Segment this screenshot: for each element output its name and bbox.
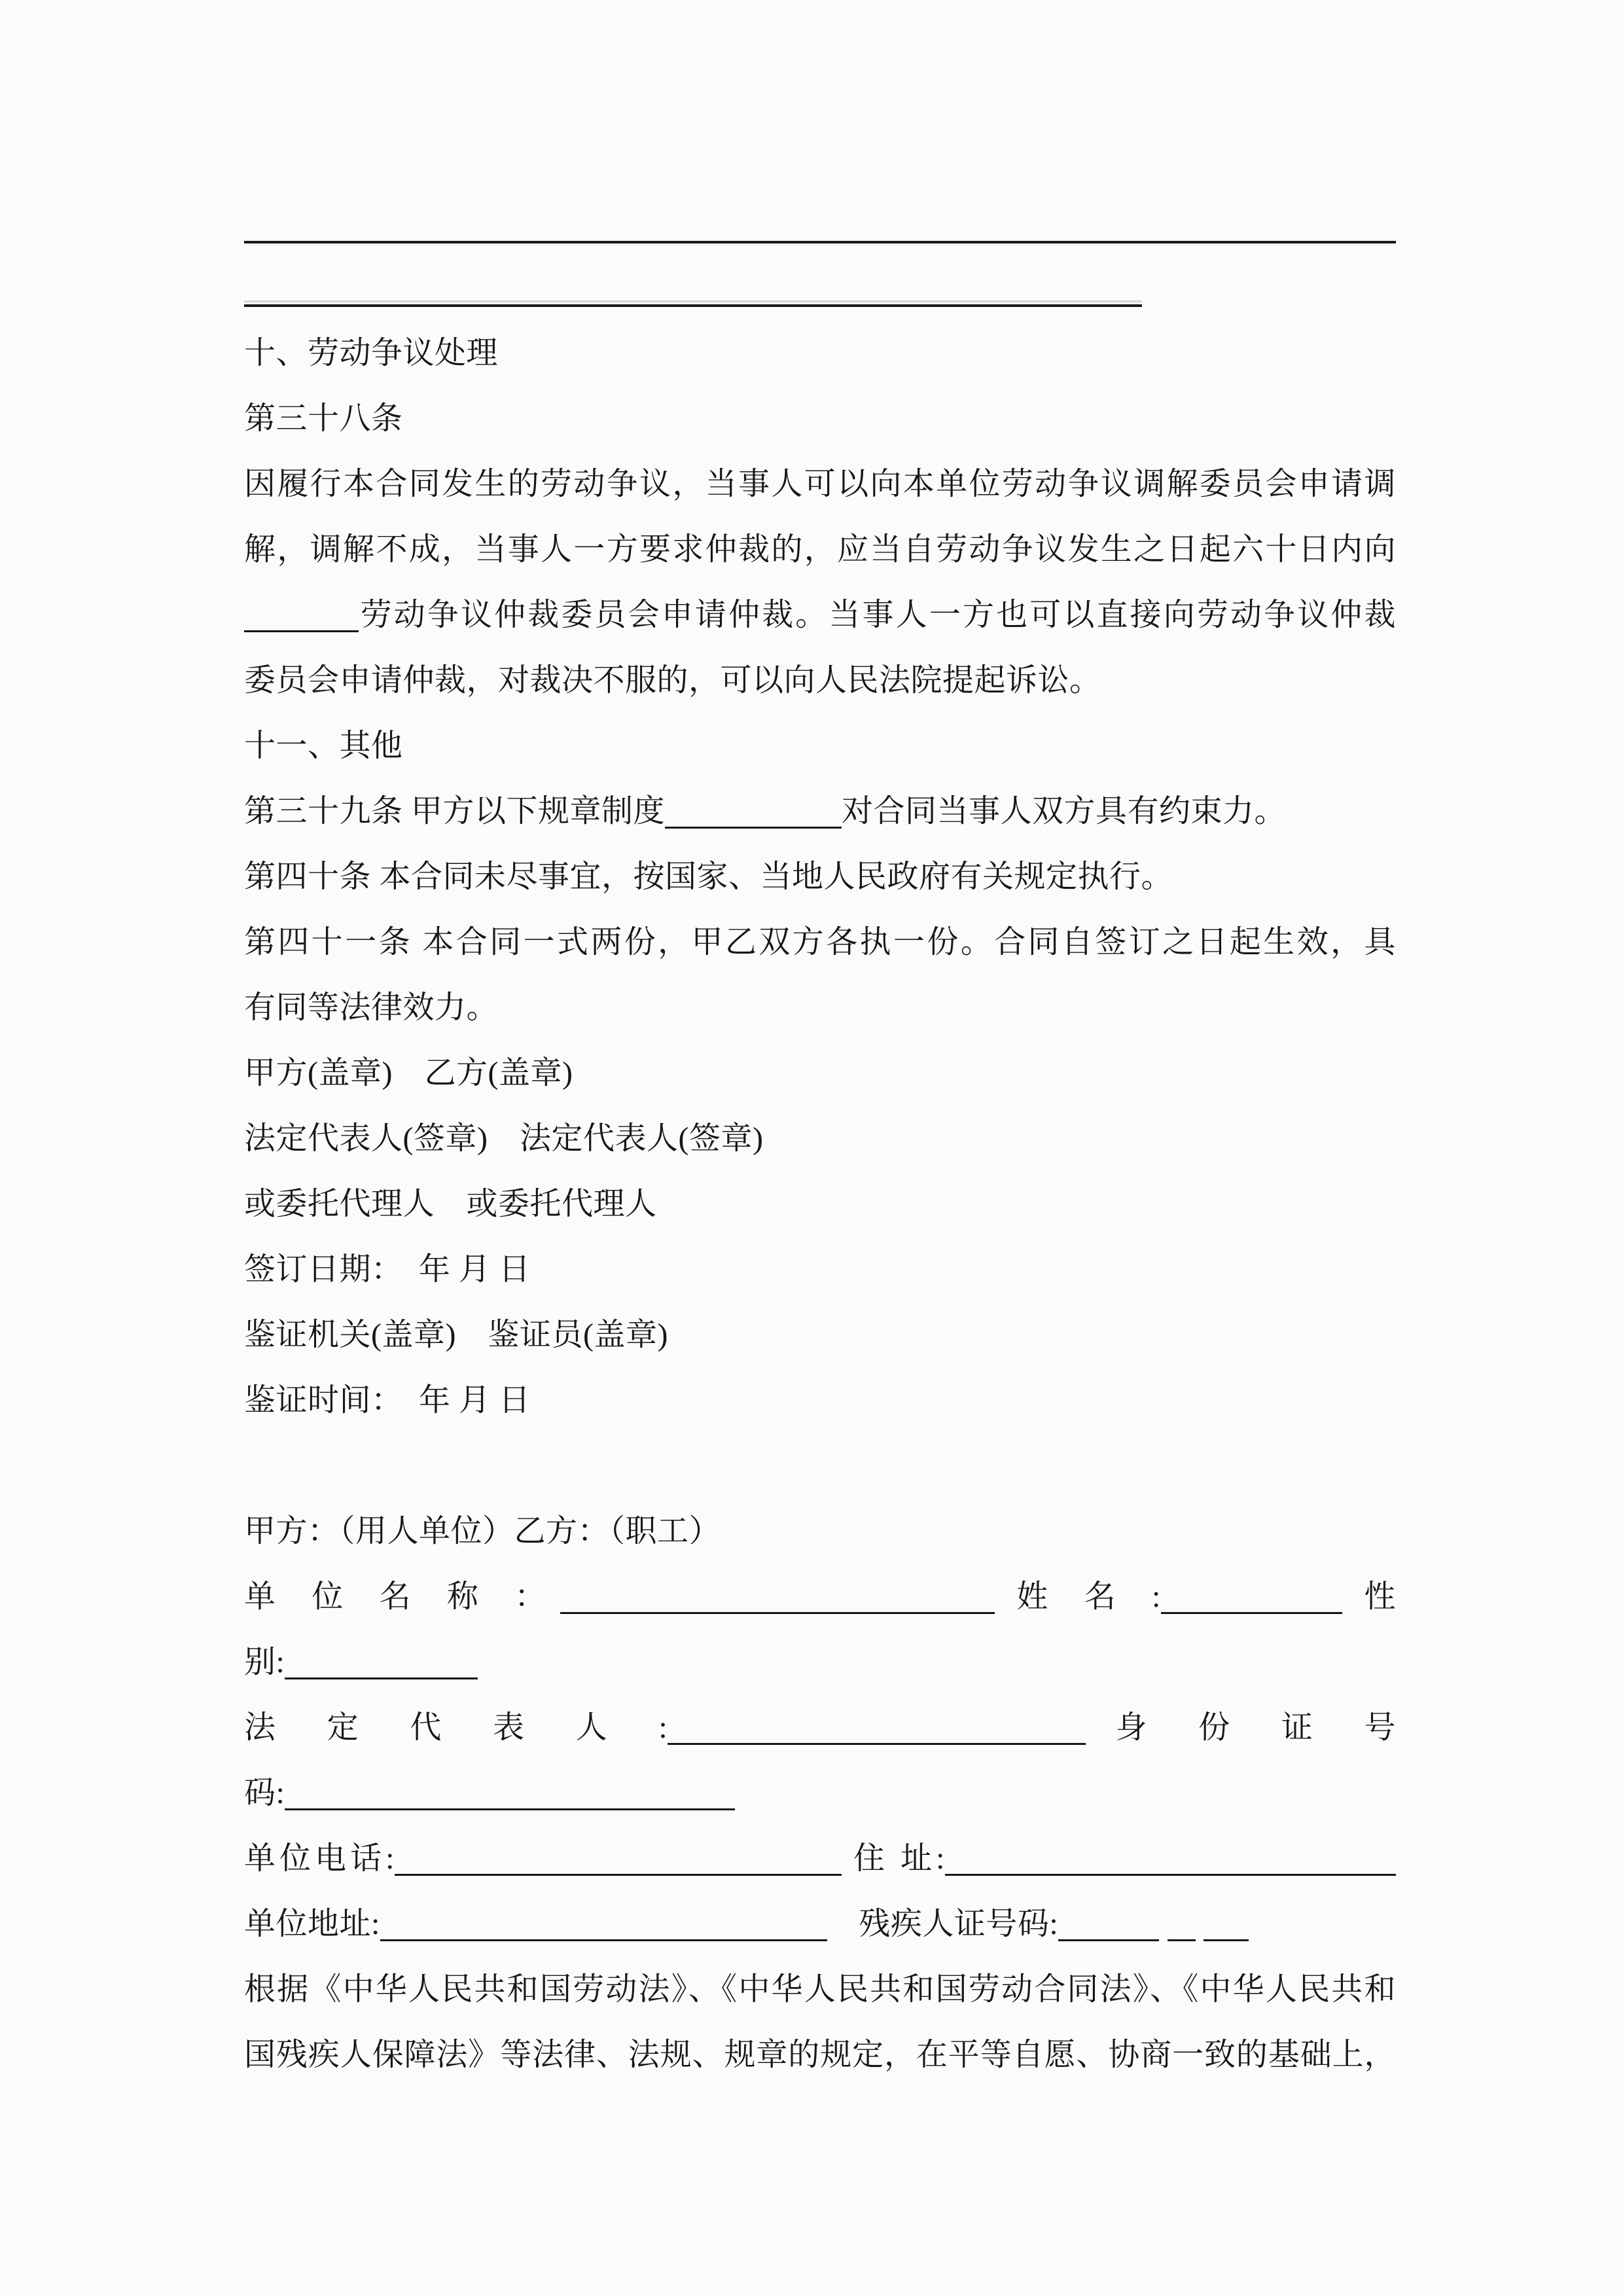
text-run: 劳动争议仲裁委员会申请仲裁。当事人一方也可以直接向劳动争议仲裁 bbox=[359, 598, 1396, 632]
second-horizontal-rule bbox=[244, 300, 1142, 307]
text-line bbox=[244, 1957, 1396, 2022]
text-line bbox=[244, 1237, 1396, 1302]
text-line bbox=[244, 648, 1396, 713]
contract-body bbox=[244, 321, 1396, 2088]
text-line bbox=[244, 1368, 1396, 1433]
text-run: 第三十九条 甲方以下规章制度 bbox=[244, 794, 666, 829]
text-run: 鉴证机关(盖章) 鉴证员(盖章) bbox=[244, 1318, 668, 1352]
text-line bbox=[244, 1695, 1396, 1761]
text-line bbox=[244, 910, 1396, 975]
text-run: 委员会申请仲裁，对裁决不服的，可以向人民法院提起诉讼。 bbox=[244, 663, 1101, 698]
text-line bbox=[244, 386, 1396, 452]
text-run: 姓 名 : bbox=[994, 1579, 1161, 1614]
blank-underline bbox=[945, 1874, 1396, 1876]
text-run: 有同等法律效力。 bbox=[244, 990, 499, 1025]
text-run: 鉴证时间： 年 月 日 bbox=[244, 1383, 531, 1418]
blank-underline bbox=[395, 1874, 842, 1876]
text-line bbox=[244, 1826, 1396, 1892]
blank-underline bbox=[244, 630, 359, 632]
text-run: 或委托代理人 或委托代理人 bbox=[244, 1187, 657, 1221]
rule-shadow bbox=[244, 300, 1142, 302]
blank-underline bbox=[380, 1939, 827, 1941]
blank-underline bbox=[1058, 1939, 1159, 1941]
text-run: 解，调解不成，当事人一方要求仲裁的，应当自劳动争议发生之日起六十日内向 bbox=[244, 532, 1396, 567]
text-line bbox=[244, 517, 1396, 583]
text-line bbox=[244, 1172, 1396, 1237]
text-run: 甲方(盖章) 乙方(盖章) bbox=[244, 1056, 573, 1090]
text-run: 法定代表人(签章) 法定代表人(签章) bbox=[244, 1121, 764, 1156]
text-run: 性 bbox=[1342, 1579, 1396, 1614]
text-run: 甲方：（用人单位）乙方：（职工） bbox=[244, 1514, 721, 1549]
text-line bbox=[244, 1761, 1396, 1826]
text-run: 码: bbox=[244, 1776, 285, 1810]
text-line bbox=[244, 713, 1396, 779]
text-run: 单位电话: bbox=[244, 1841, 395, 1876]
rule-line bbox=[244, 304, 1142, 307]
text-line bbox=[244, 1302, 1396, 1368]
blank-underline bbox=[668, 1743, 1086, 1745]
text-line bbox=[244, 1041, 1396, 1106]
text-line bbox=[244, 452, 1396, 517]
text-run: 单位地址: bbox=[244, 1907, 380, 1941]
text-run: 身 份 证 号 bbox=[1086, 1710, 1396, 1745]
text-line bbox=[244, 1564, 1396, 1630]
blank-underline bbox=[285, 1677, 478, 1679]
text-run: 单 位 名 称 ： bbox=[244, 1579, 560, 1614]
text-line bbox=[244, 779, 1396, 844]
text-run: 别: bbox=[244, 1645, 285, 1679]
text-line bbox=[244, 844, 1396, 910]
blank-underline bbox=[665, 827, 842, 829]
top-horizontal-rule bbox=[244, 241, 1396, 243]
text-run: 国残疾人保障法》等法律、法规、规章的规定，在平等自愿、协商一致的基础上， bbox=[244, 2037, 1396, 2072]
blank-underline bbox=[1204, 1939, 1249, 1941]
text-run: 根据《中华人民共和国劳动法》、《中华人民共和国劳动合同法》、《中华人民共和 bbox=[244, 1972, 1396, 2007]
blank-underline bbox=[1161, 1612, 1342, 1614]
text-line bbox=[244, 583, 1396, 648]
text-line bbox=[244, 975, 1396, 1041]
text-line bbox=[244, 1892, 1396, 1957]
blank-underline bbox=[285, 1808, 735, 1810]
text-run: 住 址: bbox=[842, 1841, 945, 1876]
text-run: 残疾人证号码: bbox=[827, 1907, 1059, 1941]
text-line bbox=[244, 1630, 1396, 1695]
blank-underline bbox=[560, 1612, 995, 1614]
text-run: 对合同当事人双方具有约束力。 bbox=[842, 794, 1287, 829]
blank-line bbox=[244, 1433, 1396, 1499]
text-run: 第四十条 本合同未尽事宜，按国家、当地人民政府有关规定执行。 bbox=[244, 859, 1173, 894]
text-run: 第四十一条 本合同一式两份，甲乙双方各执一份。合同自签订之日起生效，具 bbox=[244, 925, 1396, 960]
text-run: 第三十八条 bbox=[244, 401, 403, 436]
text-run: 因履行本合同发生的劳动争议，当事人可以向本单位劳动争议调解委员会申请调 bbox=[244, 467, 1396, 501]
text-run: 法 定 代 表 人 : bbox=[244, 1710, 668, 1745]
text-line bbox=[244, 1106, 1396, 1172]
text-run: 签订日期： 年 月 日 bbox=[244, 1252, 531, 1287]
text-run bbox=[1159, 1907, 1168, 1941]
blank-underline bbox=[1168, 1939, 1196, 1941]
text-run: 十一、其他 bbox=[244, 728, 403, 763]
text-run bbox=[1196, 1907, 1204, 1941]
text-line bbox=[244, 321, 1396, 386]
text-run: 十、劳动争议处理 bbox=[244, 336, 499, 370]
text-line bbox=[244, 2022, 1396, 2088]
text-line bbox=[244, 1499, 1396, 1564]
